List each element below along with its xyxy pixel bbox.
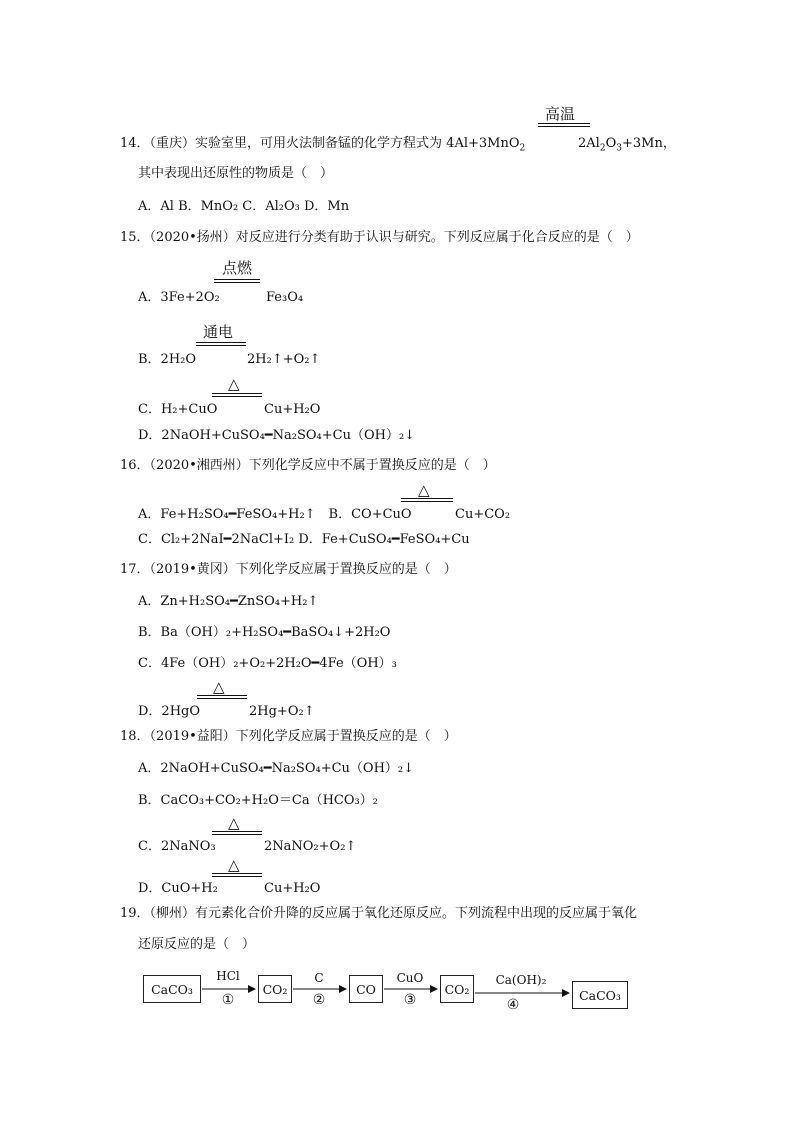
flow-reagent-1: HCl: [216, 969, 240, 983]
q15-c-condition: △: [228, 375, 240, 393]
q17-stem: 17．（2019•黄冈）下列化学反应属于置换反应的是（ ）: [120, 562, 457, 577]
q14-product-b: O: [605, 136, 617, 151]
flow-box-3: CO: [349, 975, 383, 1003]
q18-a: A．2NaOH+CuSO₄━Na₂SO₄+Cu（OH）₂↓: [138, 761, 415, 776]
q16-ab-left: A．Fe+H₂SO₄━FeSO₄+H₂↑ B．CO+CuO: [138, 507, 412, 522]
q14-stem-left: 14．（重庆）实验室里，可用火法制备锰的化学方程式为 4Al+3MnO: [120, 136, 520, 151]
flow-box-1: CaCO₃: [143, 975, 201, 1003]
flow-step-3: ③: [403, 992, 417, 1008]
q14-product-sub1: 2: [599, 143, 606, 154]
q17-b: B．Ba（OH）₂+H₂SO₄━BaSO₄↓+2H₂O: [138, 625, 391, 640]
q15-a-left: A．3Fe+2O₂: [138, 290, 220, 305]
q17-c: C．4Fe（OH）₂+O₂+2H₂O━4Fe（OH）₃: [138, 656, 397, 671]
q18-c-left: C．2NaNO₃: [138, 839, 216, 854]
q18-d-right: Cu+H₂O: [264, 881, 321, 896]
q17-d-right: 2Hg+O₂↑: [249, 704, 315, 719]
flow-reagent-2: C: [314, 971, 324, 985]
q14-stem-line2: 其中表现出还原性的物质是（ ）: [138, 166, 334, 181]
q15-d: D．2NaOH+CuSO₄━Na₂SO₄+Cu（OH）₂↓: [138, 428, 416, 443]
q15-a-right: Fe₃O₄: [266, 290, 304, 305]
q16-b-right: Cu+CO₂: [455, 507, 511, 522]
flow-step-2: ②: [312, 992, 326, 1008]
flow-reagent-3: CuO: [396, 971, 424, 985]
q14-condition: 高温: [545, 105, 576, 123]
flow-reagent-4: Ca(OH)₂: [495, 973, 547, 987]
q15-c-right: Cu+H₂O: [264, 402, 321, 417]
q19-stem-line2: 还原反应的是（ ）: [138, 937, 256, 952]
q18-stem: 18．（2019•益阳）下列化学反应属于置换反应的是（ ）: [120, 729, 457, 744]
q14-product-c: +3Mn，: [621, 136, 676, 151]
q19-stem-line1: 19．（柳州）有元素化合价升降的反应属于氧化还原反应。下列流程中出现的反应属于氧化: [120, 906, 638, 921]
q14-stem-sub: 2: [519, 143, 526, 154]
flow-box-2: CO₂: [258, 975, 292, 1003]
q17-d-condition: △: [213, 678, 225, 696]
q17-a: A．Zn+H₂SO₄━ZnSO₄+H₂↑: [138, 594, 319, 609]
q18-c-right: 2NaNO₂+O₂↑: [264, 839, 357, 854]
q15-b-condition: 通电: [203, 323, 234, 341]
q15-b-left: B．2H₂O: [138, 352, 197, 367]
q15-stem: 15．（2020•扬州）对反应进行分类有助于认识与研究。下列反应属于化合反应的是（ ）: [120, 230, 639, 245]
q14-product-a: 2Al: [578, 136, 600, 151]
q18-d-left: D．CuO+H₂: [138, 881, 218, 896]
q16-cd: C．Cl₂+2NaI━2NaCl+I₂ D．Fe+CuSO₄━FeSO₄+Cu: [138, 532, 470, 547]
q14-options: A．Al B．MnO₂ C．Al₂O₃ D．Mn: [138, 199, 350, 214]
q15-b-right: 2H₂↑+O₂↑: [247, 352, 321, 367]
q16-b-condition: △: [418, 481, 430, 499]
q18-d-condition: △: [228, 856, 240, 874]
flow-box-4: CO₂: [440, 975, 474, 1003]
flow-step-4: ④: [506, 997, 520, 1013]
q18-c-condition: △: [228, 814, 240, 832]
flow-step-1: ①: [221, 992, 235, 1008]
q15-c-left: C．H₂+CuO: [138, 402, 218, 417]
q14-product-sub2: 3: [616, 143, 622, 154]
q17-d-left: D．2HgO: [138, 704, 201, 719]
q15-a-condition: 点燃: [222, 259, 253, 277]
flow-box-5: CaCO₃: [572, 981, 628, 1009]
q18-b: B．CaCO₃+CO₂+H₂O＝Ca（HCO₃）₂: [138, 793, 378, 808]
q16-stem: 16．（2020•湘西州）下列化学反应中不属于置换反应的是（ ）: [120, 458, 496, 473]
